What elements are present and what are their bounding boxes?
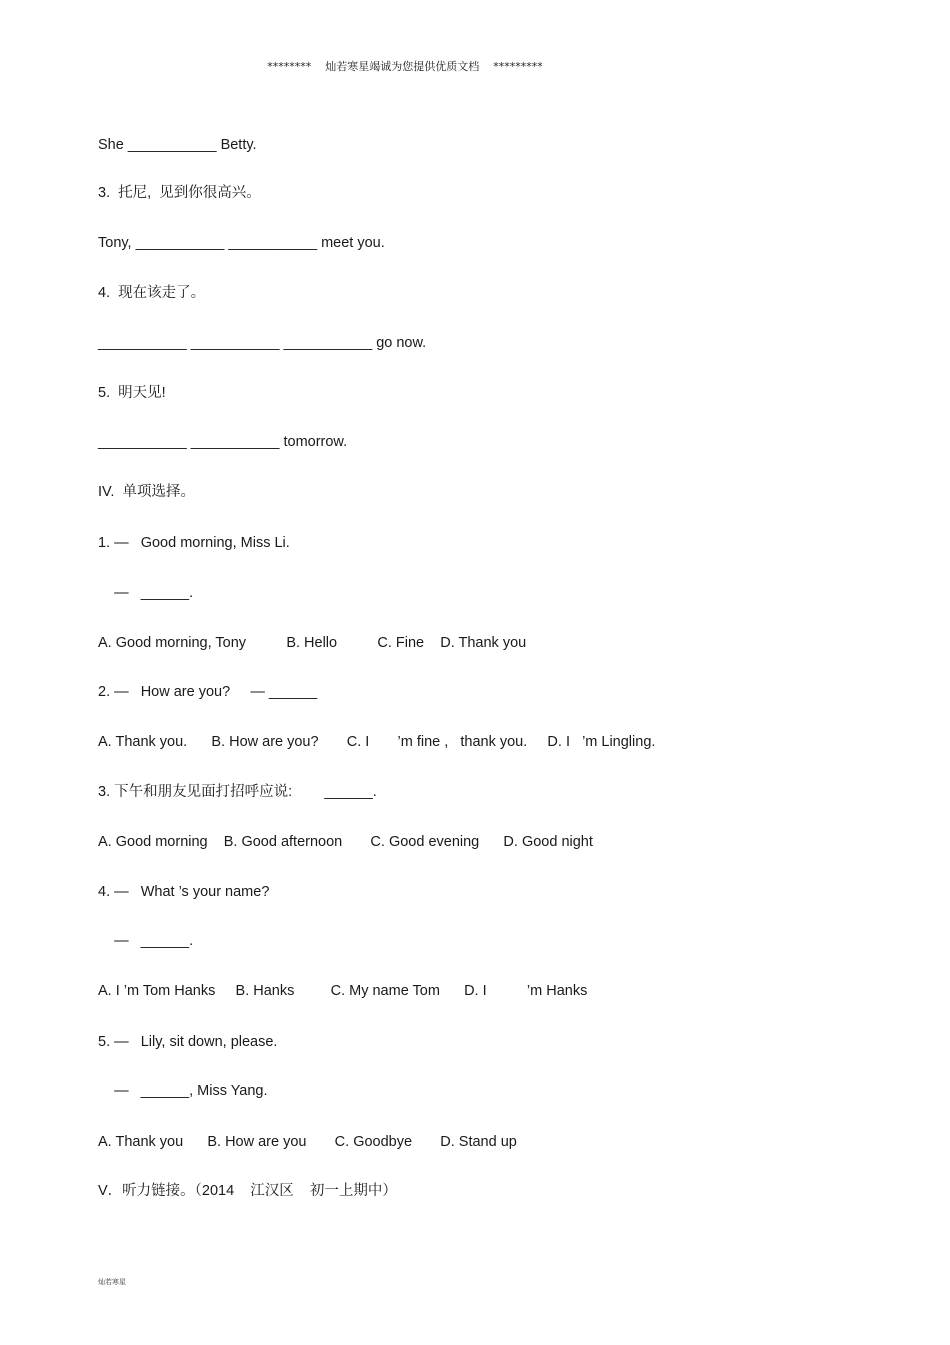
choice-options: A. Good morning B. Good afternoon C. Good evening D. Good night [98, 834, 593, 850]
text-line: ___________ ___________ ___________ go now. [98, 335, 427, 351]
section-heading: V．听力链接。（2014 江汉区 初一上期中） [98, 1183, 397, 1199]
question-heading: 4. 现在该走了。 [98, 285, 206, 301]
text-line: Tony, ___________ ___________ meet you. [98, 235, 385, 251]
question-text: 2. — How are you? — ______ [98, 684, 318, 700]
text-line: She ___________ Betty. [98, 137, 257, 153]
choice-options: A. Good morning, Tony B. Hello C. Fine D. Thank you [98, 635, 527, 651]
choice-options: A. Thank you B. How are you C. Goodbye D. Stand up [98, 1134, 517, 1150]
choice-options: A. Thank you. B. How are you? C. I ’m fine , thank you. D. I ’m Lingling. [98, 734, 656, 750]
page-header: ******** 灿若寒星竭诚为您提供优质文档 ********* [267, 60, 543, 73]
answer-blank: — ______, Miss Yang. [98, 1083, 268, 1099]
question-heading: 5. 明天见! [98, 385, 166, 401]
answer-blank: — ______. [98, 585, 194, 601]
question-text: 5. — Lily, sit down, please. [98, 1034, 278, 1050]
choice-options: A. I ’m Tom Hanks B. Hanks C. My name Tom D. I ’m Hanks [98, 983, 588, 999]
question-heading: 3. 托尼, 见到你很高兴。 [98, 185, 261, 201]
answer-blank: — ______. [98, 933, 194, 949]
section-heading: IV. 单项选择。 [98, 484, 195, 500]
question-text: 4. — What ’s your name? [98, 884, 270, 900]
question-text: 3. 下午和朋友见面打招呼应说: ______. [98, 784, 377, 800]
page-footer: 灿若寒星 [98, 1278, 126, 1286]
question-text: 1. — Good morning, Miss Li. [98, 535, 290, 551]
text-line: ___________ ___________ tomorrow. [98, 434, 348, 450]
